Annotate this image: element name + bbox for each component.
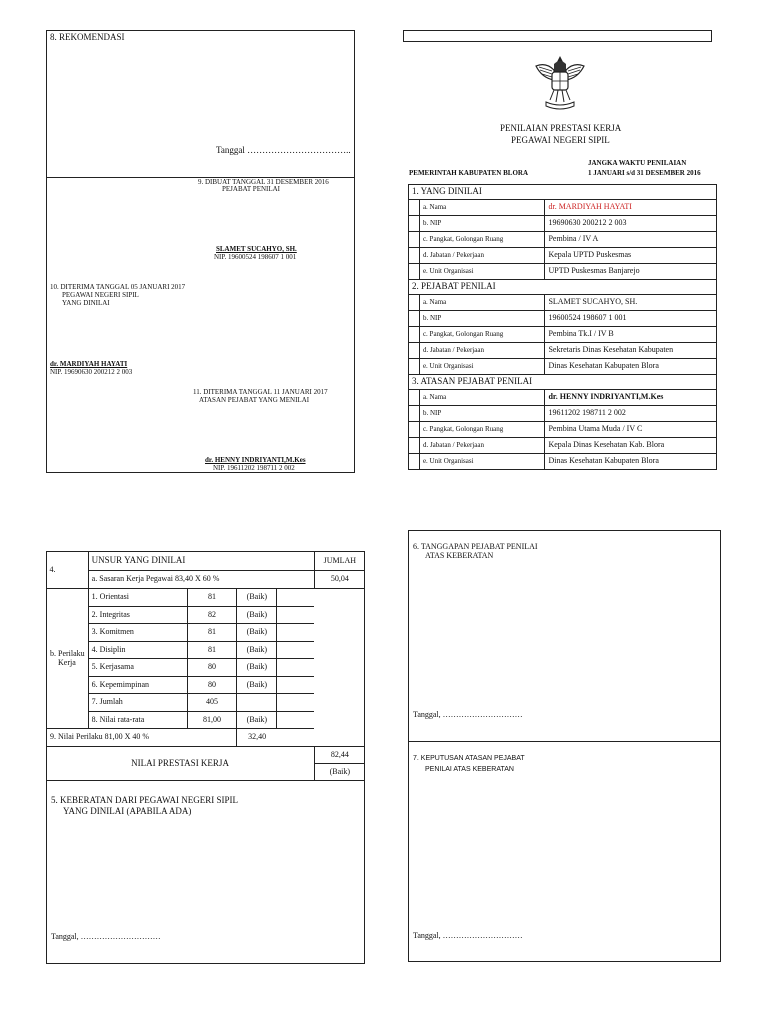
identity-value: Pembina Tk.I / IV B — [545, 327, 717, 343]
perilaku-item-name: 3. Komitmen — [88, 624, 187, 642]
nilai-perilaku-value: 32,40 — [237, 729, 277, 747]
identity-label: d. Jabatan / Pekerjaan — [419, 248, 545, 264]
rekomendasi-panel — [46, 30, 355, 473]
indent-cell — [409, 327, 420, 343]
perilaku-item-jumlah — [277, 659, 314, 677]
identity-value: dr. HENNY INDRIYANTI,M.Kes — [545, 390, 717, 406]
keberatan-subtitle: YANG DINILAI (APABILA ADA) — [63, 806, 192, 816]
prestasi-label: NILAI PRESTASI KERJA — [47, 747, 315, 781]
identity-row — [409, 295, 717, 311]
diterima-pns: 10. DITERIMA TANGGAL 05 JANUARI 2017 — [50, 283, 186, 291]
identity-value: Pembina / IV A — [545, 232, 717, 248]
tanggapan-tanggal: Tanggal, ………………………… — [413, 710, 523, 719]
identity-label: b. NIP — [419, 311, 545, 327]
identity-label: d. Jabatan / Pekerjaan — [419, 343, 545, 359]
identity-row — [409, 232, 717, 248]
perilaku-row — [47, 711, 366, 729]
perilaku-item-name: 6. Kepemimpinan — [88, 676, 187, 694]
diterima-atasan-role: ATASAN PEJABAT YANG MENILAI — [199, 396, 310, 404]
perilaku-item-jumlah — [277, 641, 314, 659]
cover-title-1: PENILAIAN PRESTASI KERJA — [500, 123, 622, 133]
identity-table — [408, 184, 717, 470]
jumlah-header: JUMLAH — [314, 552, 365, 571]
perilaku-row — [47, 659, 366, 677]
identity-row — [409, 343, 717, 359]
identity-label: c. Pangkat, Golongan Ruang — [419, 422, 545, 438]
perilaku-row — [47, 624, 366, 642]
perilaku-item-score: 81 — [187, 641, 237, 659]
identity-value: UPTD Puskesmas Banjarejo — [545, 264, 717, 280]
perilaku-item-score: 81 — [187, 589, 237, 607]
perilaku-item-category: (Baik) — [237, 711, 277, 729]
perilaku-item-name: 4. Disiplin — [88, 641, 187, 659]
perilaku-item-score: 81 — [187, 624, 237, 642]
identity-label: b. NIP — [419, 216, 545, 232]
indent-cell — [409, 248, 420, 264]
identity-value: 19690630 200212 2 003 — [545, 216, 717, 232]
identity-row — [409, 200, 717, 216]
indent-cell — [409, 406, 420, 422]
prestasi-category: (Baik) — [314, 764, 365, 781]
perilaku-item-jumlah — [277, 676, 314, 694]
garuda-emblem-icon — [532, 52, 588, 112]
perilaku-item-name: 8. Nilai rata-rata — [88, 711, 187, 729]
identity-value: Kepala Dinas Kesehatan Kab. Blora — [545, 438, 717, 454]
pns-name: dr. MARDIYAH HAYATI — [50, 360, 128, 368]
cover-title-2: PEGAWAI NEGERI SIPIL — [511, 135, 610, 145]
perilaku-item-score: 80 — [187, 676, 237, 694]
perilaku-item-score: 405 — [187, 694, 237, 712]
skp-value: 50,04 — [314, 571, 365, 589]
nilai-table — [46, 551, 365, 781]
perilaku-row — [47, 589, 366, 607]
identity-label: e. Unit Organisasi — [419, 359, 545, 375]
jangka-label: JANGKA WAKTU PENILAIAN — [588, 159, 687, 167]
rekomendasi-tanggal: Tanggal …………………………….. — [216, 145, 351, 155]
perilaku-item-name: 2. Integritas — [88, 606, 187, 624]
identity-row — [409, 454, 717, 470]
dibuat-tanggal: 9. DIBUAT TANGGAL 31 DESEMBER 2016 — [198, 178, 329, 186]
identity-row — [409, 390, 717, 406]
identity-row — [409, 216, 717, 232]
top-bar — [403, 30, 712, 42]
tanggapan-panel — [408, 530, 721, 962]
identity-row — [409, 406, 717, 422]
identity-value: 19611202 198711 2 002 — [545, 406, 717, 422]
identity-section-title: 3. ATASAN PEJABAT PENILAI — [409, 375, 717, 390]
rekomendasi-title: 8. REKOMENDASI — [50, 32, 125, 42]
keberatan-title: 5. KEBERATAN DARI PEGAWAI NEGERI SIPIL — [51, 795, 239, 805]
identity-label: a. Nama — [419, 295, 545, 311]
identity-label: a. Nama — [419, 200, 545, 216]
diterima-pns-role1: PEGAWAI NEGERI SIPIL — [62, 291, 139, 299]
perilaku-item-category — [237, 694, 277, 712]
identity-row — [409, 359, 717, 375]
perilaku-item-jumlah — [277, 589, 314, 607]
skp-row: a. Sasaran Kerja Pegawai 83,40 X 60 % — [88, 571, 314, 589]
atasan-name: dr. HENNY INDRIYANTI,M.Kes — [205, 456, 306, 464]
identity-label: c. Pangkat, Golongan Ruang — [419, 327, 545, 343]
identity-row — [409, 327, 717, 343]
perilaku-item-category: (Baik) — [237, 659, 277, 677]
identity-row — [409, 438, 717, 454]
perilaku-item-score: 80 — [187, 659, 237, 677]
atasan-nip: NIP. 19611202 198711 2 002 — [213, 464, 295, 472]
pemerintah: PEMERINTAH KABUPATEN BLORA — [409, 169, 529, 177]
perilaku-item-category: (Baik) — [237, 676, 277, 694]
keputusan-title-2: PENILAI ATAS KEBERATAN — [425, 766, 514, 773]
keberatan-tanggal: Tanggal, ………………………… — [51, 932, 161, 941]
identity-row — [409, 248, 717, 264]
indent-cell — [409, 422, 420, 438]
prestasi-value: 82,44 — [314, 747, 365, 764]
diterima-atasan: 11. DITERIMA TANGGAL 11 JANUARI 2017 — [193, 388, 328, 396]
divider — [408, 741, 721, 742]
identity-value: Pembina Utama Muda / IV C — [545, 422, 717, 438]
indent-cell — [409, 264, 420, 280]
identity-label: e. Unit Organisasi — [419, 264, 545, 280]
pns-nip: NIP. 19690630 200212 2 003 — [50, 368, 133, 376]
indent-cell — [409, 343, 420, 359]
diterima-pns-role2: YANG DINILAI — [62, 299, 110, 307]
pejabat-penilai-nip: NIP. 19600524 198607 1 001 — [214, 253, 297, 261]
perilaku-item-jumlah — [277, 624, 314, 642]
jangka-value: 1 JANUARI s/d 31 DESEMBER 2016 — [588, 169, 701, 177]
identity-label: d. Jabatan / Pekerjaan — [419, 438, 545, 454]
identity-value: Dinas Kesehatan Kabupaten Blora — [545, 454, 717, 470]
indent-cell — [409, 438, 420, 454]
identity-value: dr. MARDIYAH HAYATI — [545, 200, 717, 216]
indent-cell — [409, 295, 420, 311]
identity-label: c. Pangkat, Golongan Ruang — [419, 232, 545, 248]
nilai-perilaku-row: 9. Nilai Perilaku 81,00 X 40 % — [47, 729, 237, 747]
identity-row — [409, 311, 717, 327]
identity-section-title: 1. YANG DINILAI — [409, 185, 717, 200]
perilaku-item-category: (Baik) — [237, 624, 277, 642]
identity-value: 19600524 198607 1 001 — [545, 311, 717, 327]
perilaku-item-category: (Baik) — [237, 589, 277, 607]
perilaku-item-category: (Baik) — [237, 606, 277, 624]
identity-row — [409, 264, 717, 280]
identity-row — [409, 422, 717, 438]
indent-cell — [409, 232, 420, 248]
tanggapan-title-2: ATAS KEBERATAN — [425, 551, 494, 560]
identity-value: Kepala UPTD Puskesmas — [545, 248, 717, 264]
perilaku-row — [47, 641, 366, 659]
unsur-header: UNSUR YANG DINILAI — [88, 552, 314, 571]
perilaku-item-score: 81,00 — [187, 711, 237, 729]
perilaku-item-name: 7. Jumlah — [88, 694, 187, 712]
keputusan-tanggal: Tanggal, ………………………… — [413, 931, 523, 940]
identity-label: b. NIP — [419, 406, 545, 422]
indent-cell — [409, 311, 420, 327]
pejabat-penilai-name: SLAMET SUCAHYO, SH. — [216, 245, 297, 253]
identity-label: e. Unit Organisasi — [419, 454, 545, 470]
perilaku-row — [47, 694, 366, 712]
identity-value: Dinas Kesehatan Kabupaten Blora — [545, 359, 717, 375]
identity-label: a. Nama — [419, 390, 545, 406]
indent-cell — [409, 200, 420, 216]
indent-cell — [409, 390, 420, 406]
perilaku-row — [47, 606, 366, 624]
perilaku-row — [47, 676, 366, 694]
indent-cell — [409, 454, 420, 470]
identity-value: SLAMET SUCAHYO, SH. — [545, 295, 717, 311]
dibuat-role: PEJABAT PENILAI — [222, 185, 281, 193]
indent-cell — [409, 216, 420, 232]
indent-cell — [409, 359, 420, 375]
perilaku-item-category: (Baik) — [237, 641, 277, 659]
section-number: 4. — [47, 552, 89, 589]
perilaku-item-score: 82 — [187, 606, 237, 624]
perilaku-label: b. Perilaku Kerja — [47, 589, 89, 729]
identity-value: Sekretaris Dinas Kesehatan Kabupaten — [545, 343, 717, 359]
perilaku-item-jumlah — [277, 606, 314, 624]
keputusan-title-1: 7. KEPUTUSAN ATASAN PEJABAT — [413, 755, 525, 762]
identity-section-title: 2. PEJABAT PENILAI — [409, 280, 717, 295]
perilaku-item-name: 5. Kerjasama — [88, 659, 187, 677]
perilaku-item-jumlah — [277, 711, 314, 729]
perilaku-item-jumlah — [277, 694, 314, 712]
perilaku-item-name: 1. Orientasi — [88, 589, 187, 607]
tanggapan-title-1: 6. TANGGAPAN PEJABAT PENILAI — [413, 542, 538, 551]
